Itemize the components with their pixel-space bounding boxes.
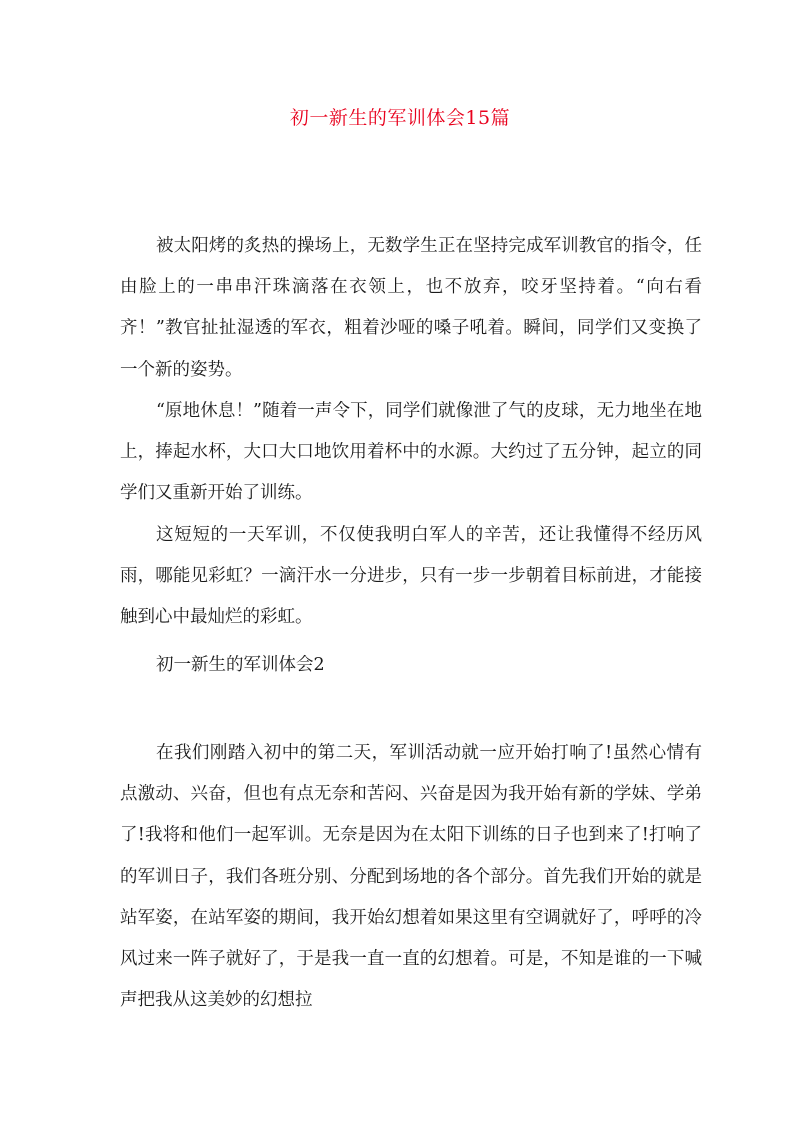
paragraph-4: 在我们刚踏入初中的第二天，军训活动就一应开始打响了!虽然心情有点激动、兴奋，但也有点无奈和苦闷、兴奋是因为我开始有新的学妹、学弟了!我将和他们一起军训。无奈是因为在太阳下训练的日子也到来了!打响了的军训日子，我们各班分别、分配到场地的各个部分。首先我们开始的就是站军姿，在站军姿的期间，我开始幻想着如果这里有空调就好了，呼呼的冷风过来一阵子就好了，于是我一直一直的幻想着。可是，不知是谁的一下喊声把我从这美妙的幻想拉: [120, 743, 702, 1011]
section-heading-2: 初一新生的军训体会2: [156, 655, 325, 675]
paragraph-3: 这短短的一天军训，不仅使我明白军人的辛苦，还让我懂得不经历风雨，哪能见彩虹？一滴汗水一分进步，只有一步一步朝着目标前进，才能接触到心中最灿烂的彩虹。: [120, 525, 702, 628]
document-title: 初一新生的军训体会15篇: [289, 107, 511, 129]
paragraph-1: 被太阳烤的炙热的操场上，无数学生正在坚持完成军训教官的指令，任由脸上的一串串汗珠滴落在衣领上，也不放弃，咬牙坚持着。“向右看齐！”教官扯扯湿透的军衣，粗着沙哑的嗓子吼着。瞬间，同学们又变换了一个新的姿势。: [120, 236, 702, 380]
paragraph-2: “原地休息！”随着一声令下，同学们就像泄了气的皮球，无力地坐在地上，捧起水杯，大口大口地饮用着杯中的水源。大约过了五分钟，起立的同学们又重新开始了训练。: [120, 401, 702, 504]
